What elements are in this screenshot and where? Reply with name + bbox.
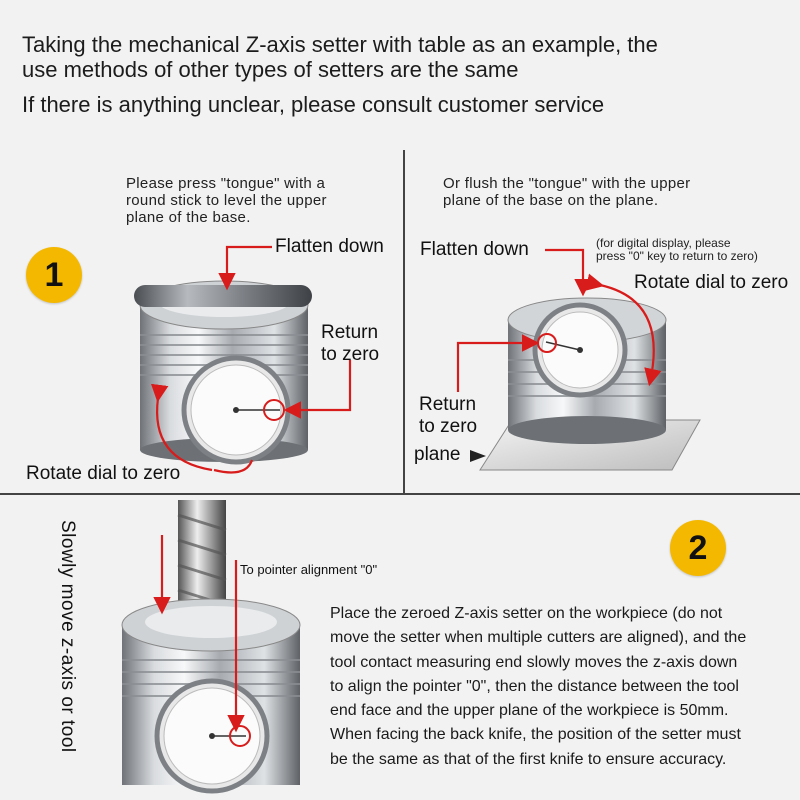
right-digital-line: (for digital display, please xyxy=(596,236,731,250)
bottom-setter-illustration xyxy=(122,599,300,791)
step-1-badge: 1 xyxy=(26,247,82,303)
description-line: move the setter when multiple cutters are aligned), and the xyxy=(330,629,747,647)
left-note-line: Please press "tongue" with a xyxy=(126,175,326,192)
description-line: to align the pointer "0", then the distance between the tool xyxy=(330,677,739,695)
slowly-move-vertical-label: Slowly move z-axis or tool xyxy=(57,520,78,753)
left-return-line: to zero xyxy=(321,344,380,365)
right-setter-illustration xyxy=(508,298,666,444)
header-line-3: If there is anything unclear, please consult customer service xyxy=(22,92,605,117)
step-2-badge: 2 xyxy=(670,520,726,576)
header-line-2: use methods of other types of setters are the same xyxy=(22,57,519,82)
description-line: tool contact measuring end slowly moves the z-axis down xyxy=(330,653,738,671)
right-return-line: Return xyxy=(419,394,477,415)
description-line: end face and the upper plane of the workpiece is 50mm. xyxy=(330,702,729,720)
left-tongue xyxy=(134,285,312,307)
plane-label: plane xyxy=(414,444,461,465)
right-digital-line: press "0" key to return to zero) xyxy=(596,249,758,263)
description-line: be the same as that of the first knife to ensure accuracy. xyxy=(330,750,727,768)
description-line: When facing the back knife, the position of the setter must xyxy=(330,726,741,744)
left-note-line: round stick to level the upper xyxy=(126,192,327,209)
pointer-alignment-label: To pointer alignment "0" xyxy=(240,562,378,577)
header-line-1: Taking the mechanical Z-axis setter with table as an example, the xyxy=(22,32,658,57)
right-note-line: plane of the base on the plane. xyxy=(443,192,659,209)
right-return-line: to zero xyxy=(419,416,478,437)
left-note-line: plane of the base. xyxy=(126,209,251,226)
right-flatten-label: Flatten down xyxy=(420,239,529,260)
left-return-line: Return xyxy=(321,322,379,343)
left-flatten-label: Flatten down xyxy=(275,236,384,257)
right-rotate-label: Rotate dial to zero xyxy=(634,272,789,293)
left-rotate-label: Rotate dial to zero xyxy=(26,463,181,484)
description-line: Place the zeroed Z-axis setter on the workpiece (do not xyxy=(330,605,723,622)
right-note-line: Or flush the "tongue" with the upper xyxy=(443,175,691,192)
